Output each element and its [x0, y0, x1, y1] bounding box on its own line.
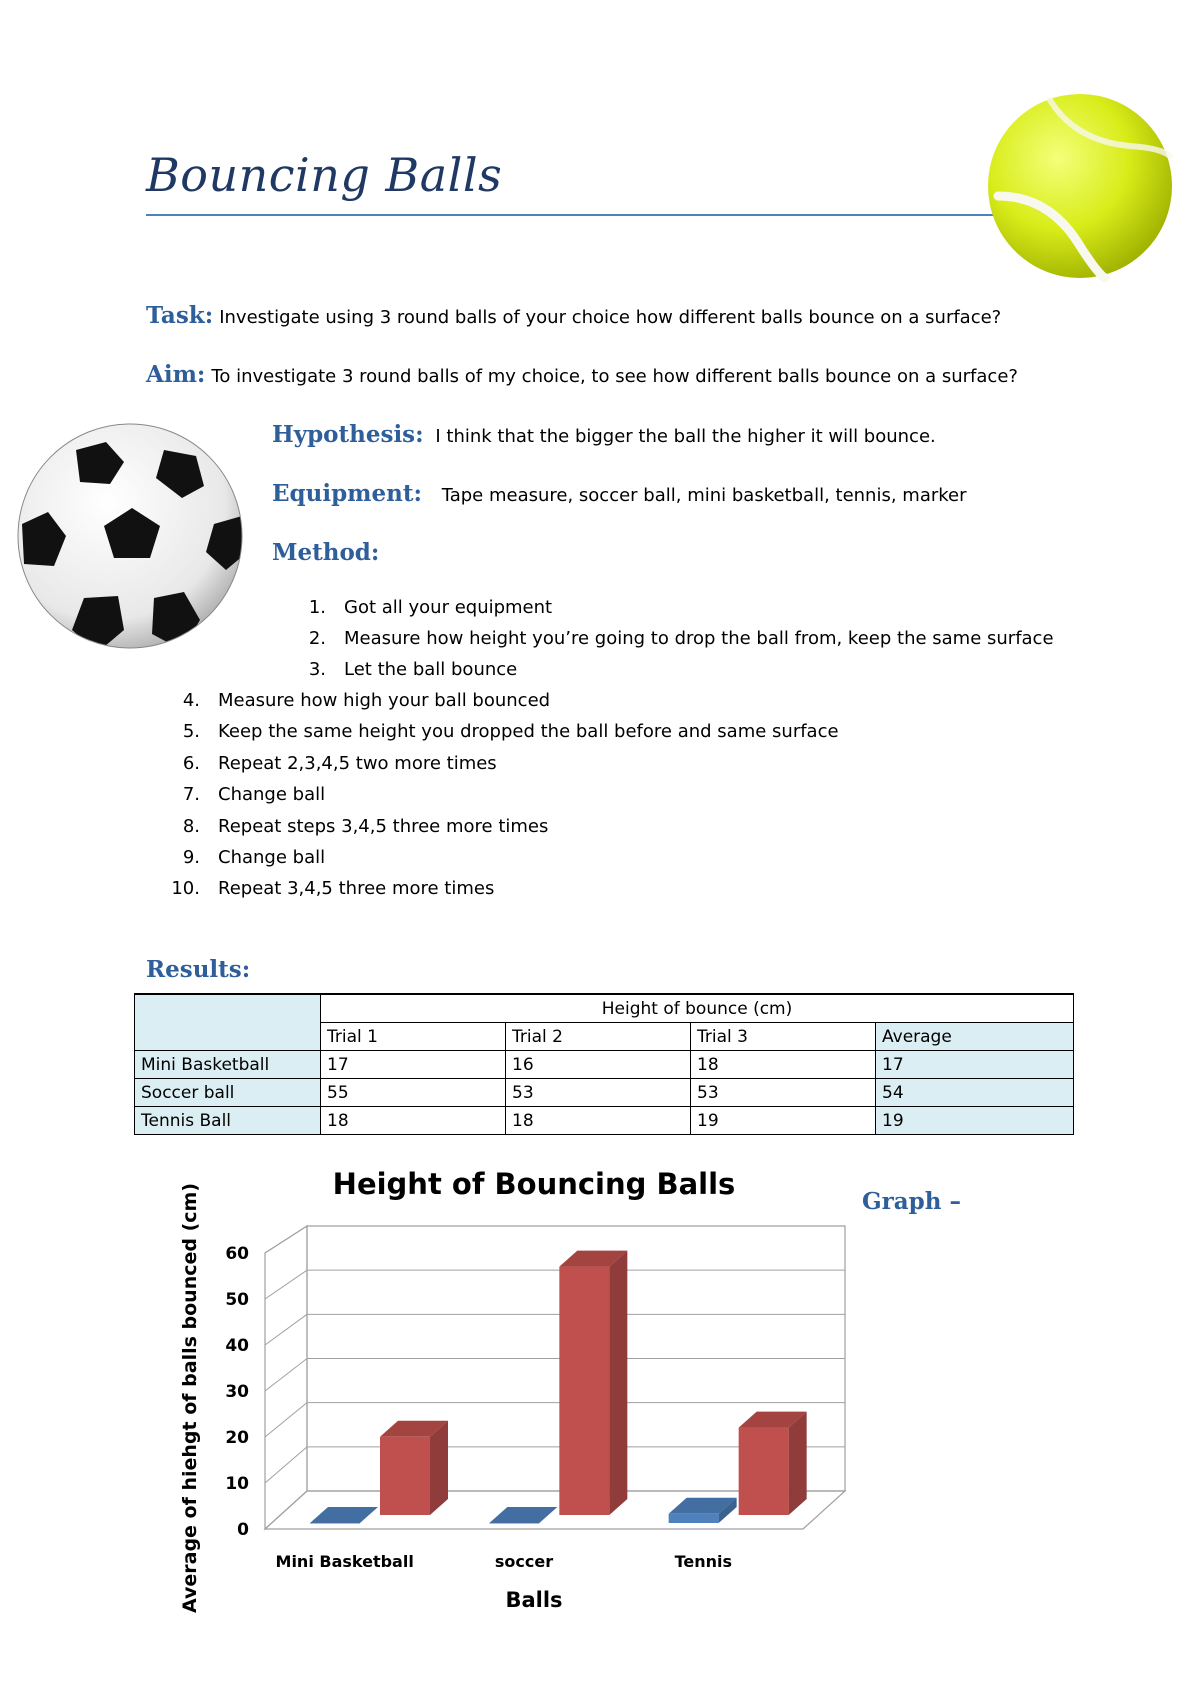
method-step: 9. Change ball	[182, 847, 326, 868]
bar	[310, 1507, 378, 1524]
row-header: Soccer ball	[135, 1079, 321, 1107]
method-step: 2. Measure how height you’re going to drop the ball from, keep the same surface	[308, 628, 1054, 649]
chart-title: Height of Bouncing Balls	[332, 1167, 736, 1201]
bar	[489, 1507, 557, 1524]
aim-label: Aim:	[146, 361, 206, 388]
y-axis-label: Average of hiehgt of balls bounced (cm)	[179, 1182, 201, 1614]
bar-front	[559, 1267, 609, 1515]
x-axis-label: Balls	[505, 1588, 563, 1612]
bar	[380, 1421, 448, 1515]
column-header: Trial 3	[691, 1023, 876, 1051]
bar	[559, 1251, 627, 1515]
x-tick-label: Tennis	[674, 1552, 733, 1571]
y-tick-label: 60	[225, 1244, 249, 1264]
method-step: 4. Measure how high your ball bounced	[182, 690, 551, 711]
y-tick-label: 50	[225, 1290, 249, 1310]
table-cell: 54	[876, 1079, 1074, 1107]
column-header: Trial 1	[321, 1023, 506, 1051]
bar-top	[310, 1507, 378, 1523]
bar-front	[739, 1428, 789, 1515]
table-cell: 53	[691, 1079, 876, 1107]
bar	[669, 1498, 737, 1523]
table-cell: 19	[876, 1107, 1074, 1135]
page-title: Bouncing Balls	[146, 148, 503, 202]
table-cell: 53	[506, 1079, 691, 1107]
table-cell: 17	[876, 1051, 1074, 1079]
task-text: Investigate using 3 round balls of your choice how different balls bounce on a surface?	[219, 307, 1002, 328]
y-tick-label: 30	[225, 1382, 249, 1402]
bar-top	[489, 1507, 557, 1523]
method-step: 1. Got all your equipment	[308, 597, 553, 618]
task-label: Task:	[146, 302, 214, 329]
bar-front	[380, 1437, 430, 1515]
chart-side-wall	[265, 1226, 307, 1529]
method-step: 3. Let the ball bounce	[308, 659, 518, 680]
bar	[739, 1412, 807, 1515]
y-tick-label: 10	[225, 1474, 249, 1494]
bar-front	[489, 1523, 539, 1524]
hypothesis-text: I think that the bigger the ball the higher it will bounce.	[435, 426, 936, 447]
gridline	[265, 1270, 307, 1299]
results-heading: Results:	[146, 956, 251, 983]
row-header: Tennis Ball	[135, 1107, 321, 1135]
x-tick-label: Mini Basketball	[275, 1552, 414, 1571]
bar-side	[789, 1412, 807, 1515]
group-header: Height of bounce (cm)	[321, 994, 1074, 1023]
method-step: 10. Repeat 3,4,5 three more times	[171, 878, 495, 899]
table-cell: 19	[691, 1107, 876, 1135]
row-header: Mini Basketball	[135, 1051, 321, 1079]
bar-front	[310, 1523, 360, 1524]
equipment-label: Equipment:	[272, 480, 422, 507]
gridline	[265, 1314, 307, 1345]
method-step: 5. Keep the same height you dropped the ball before and same surface	[182, 721, 839, 742]
table-cell: 55	[321, 1079, 506, 1107]
table-cell: 16	[506, 1051, 691, 1079]
gridline	[265, 1359, 307, 1392]
x-tick-label: soccer	[494, 1552, 554, 1571]
table-cell: 18	[691, 1051, 876, 1079]
method-step: 6. Repeat 2,3,4,5 two more times	[182, 753, 497, 774]
gridline	[265, 1447, 307, 1483]
y-tick-label: 20	[225, 1428, 249, 1448]
hypothesis-label: Hypothesis:	[272, 421, 424, 448]
gridline	[265, 1226, 307, 1253]
column-header: Trial 2	[506, 1023, 691, 1051]
table-cell: 18	[506, 1107, 691, 1135]
graph-label: Graph –	[862, 1188, 961, 1215]
table-cell: 17	[321, 1051, 506, 1079]
aim-text: To investigate 3 round balls of my choice, to see how different balls bounce on a surface?	[211, 366, 1018, 387]
table-cell: 18	[321, 1107, 506, 1135]
bar-front	[669, 1514, 719, 1523]
bar-side	[430, 1421, 448, 1515]
bar-side	[609, 1251, 627, 1515]
method-label: Method:	[272, 539, 380, 566]
y-tick-label: 0	[237, 1520, 249, 1540]
gridline	[265, 1403, 307, 1437]
y-tick-label: 40	[225, 1336, 249, 1356]
column-header: Average	[876, 1023, 1074, 1051]
method-step: 8. Repeat steps 3,4,5 three more times	[182, 816, 549, 837]
equipment-text: Tape measure, soccer ball, mini basketball, tennis, marker	[441, 485, 967, 506]
method-step: 7. Change ball	[182, 784, 326, 805]
